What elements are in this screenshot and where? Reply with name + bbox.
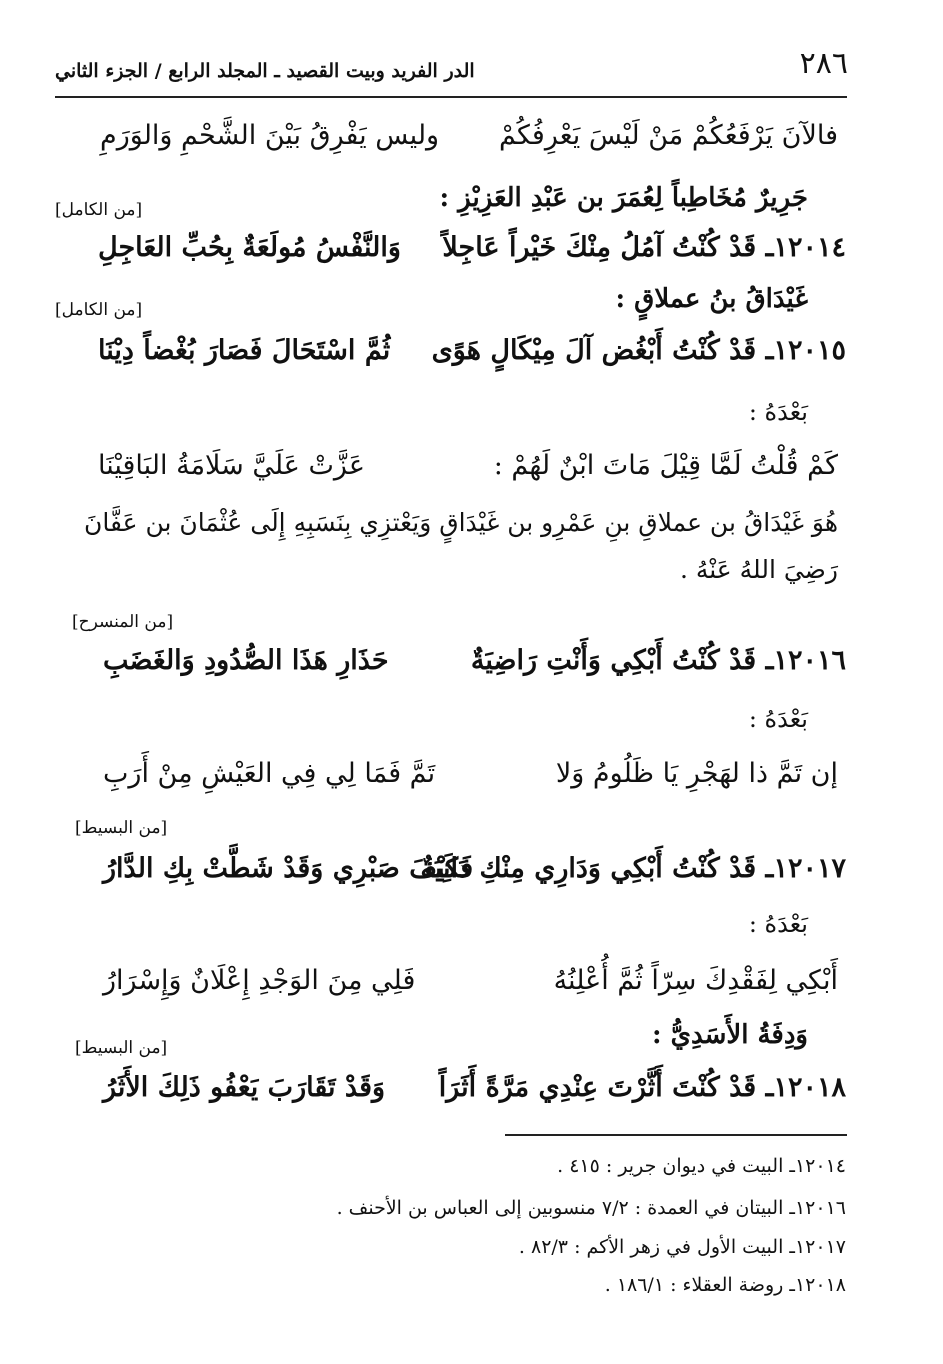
- verse-12017-second: فَكَيْفَ صَبْرِي وَقَدْ شَطَّتْ بِكِ الدَّارُ: [103, 853, 474, 884]
- meter-label: [من المنسرح]: [72, 612, 174, 632]
- footnote: ١٢٠١٨ـ روضة العقلاء : ١٨٦/١ .: [604, 1274, 846, 1296]
- verse-hemistich-right: أَبْكِي لِفَقْدِكَ سِرّاً ثُمَّ أُعْلِنُهُ: [553, 965, 838, 996]
- verse-hemistich-right: كَمْ قُلْتُ لَمَّا قِيْلَ مَاتَ ابْنٌ لَهُمْ :: [493, 450, 838, 481]
- footnote: ١٢٠١٤ـ البيت في ديوان جرير : ٤١٥ .: [557, 1155, 846, 1177]
- verse-hemistich-left: عَزَّتْ عَلَيَّ سَلَامَةُ البَاقِيْنَا: [98, 450, 365, 481]
- verse-hemistich-left: وليس يَفْرِقُ بَيْنَ الشَّحْمِ وَالوَرَمِ: [100, 120, 440, 151]
- poet-attribution: جَرِيرٌ مُخَاطِباً لِعُمَرَ بن عَبْدِ العَزِيْزِ :: [439, 183, 808, 213]
- meter-label: [من الكامل]: [55, 300, 143, 320]
- verse-hemistich-left: تَمَّ فَمَا لِي فِي العَيْشِ مِنْ أَرَبِ: [103, 758, 436, 789]
- footnote: ١٢٠١٦ـ البيتان في العمدة : ٧/٢ منسوبين إلى العباس بن الأحنف .: [336, 1197, 846, 1219]
- header-rule: [55, 96, 847, 98]
- after-it-label: بَعْدَهُ :: [748, 910, 808, 938]
- meter-label: [من الكامل]: [55, 200, 143, 220]
- poet-attribution: غَيْدَاقُ بنُ عملاقٍ :: [615, 284, 808, 314]
- running-title: الدر الفريد وبيت القصيد ـ المجلد الرابع / الجزء الثاني: [55, 60, 475, 82]
- verse-12016-second: حَذَارِ هَذَا الصُّدُودِ وَالغَضَبِ: [103, 645, 389, 676]
- verse-12014-second: وَالنَّفْسُ مُولَعَةٌ بِحُبِّ العَاجِلِ: [98, 232, 401, 263]
- footnote-rule: [505, 1134, 847, 1136]
- prose-note: هُوَ غَيْدَاقُ بن عملاقِ بنِ عَمْرِو بن غَيْدَاقٍ وَيَعْتزِي بِنَسَبِهِ إِلَى عُثْمَانَ بن عَفَّانَ: [83, 508, 838, 537]
- verse-12014-first: ١٢٠١٤ـ قَدْ كُنْتُ آمُلُ مِنْكَ خَيْراً عَاجِلاً: [442, 232, 846, 263]
- prose-note: رَضِيَ اللهُ عَنْهُ .: [679, 555, 838, 584]
- verse-12018-second: وَقَدْ تَقَارَبَ يَعْفُو ذَلِكَ الأَثَرُ: [103, 1072, 386, 1103]
- poet-attribution: وَدِفَةُ الأَسَدِيُّ :: [651, 1020, 808, 1050]
- verse-hemistich-left: فَلِي مِنَ الوَجْدِ إِعْلَانٌ وَإِسْرَارُ: [103, 965, 416, 996]
- meter-label: [من البسيط]: [75, 818, 168, 838]
- footnote: ١٢٠١٧ـ البيت الأول في زهر الأكم : ٨٢/٣ .: [518, 1236, 846, 1258]
- verse-12018-first: ١٢٠١٨ـ قَدْ كُنْتَ أَثَّرْتَ عِنْدِي مَرَّةً أَثَرَاً: [438, 1072, 846, 1103]
- verse-hemistich-right: إن تَمَّ ذا لهَجْرِ يَا ظَلُومُ وَلا: [555, 758, 838, 789]
- meter-label: [من البسيط]: [75, 1038, 168, 1058]
- verse-12015-first: ١٢٠١٥ـ قَدْ كُنْتُ أَبْغُض آلَ مِيْكَالٍ هَوًى: [431, 335, 846, 366]
- verse-12016-first: ١٢٠١٦ـ قَدْ كُنْتُ أَبْكِي وَأَنْتِ رَاضِيَةٌ: [470, 645, 846, 676]
- verse-hemistich-right: فالآنَ يَرْفَعُكُمْ مَنْ لَيْسَ يَعْرِفُكُمْ: [499, 120, 838, 151]
- verse-12015-second: ثُمَّ اسْتَحَالَ فَصَارَ بُغْضاً دِيْنَا: [98, 335, 391, 366]
- after-it-label: بَعْدَهُ :: [748, 398, 808, 426]
- page-number: ٢٨٦: [799, 46, 848, 81]
- verse-12017-first: ١٢٠١٧ـ قَدْ كُنْتُ أَبْكِي وَدَارِي مِنْكِ دَانِيَةٌ: [420, 853, 846, 884]
- after-it-label: بَعْدَهُ :: [748, 705, 808, 733]
